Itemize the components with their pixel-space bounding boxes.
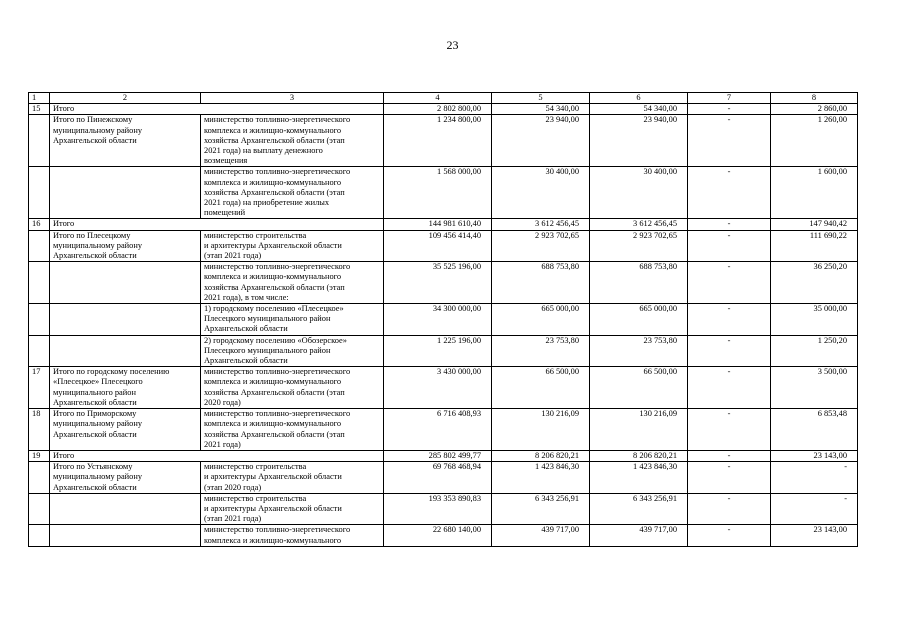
amount-col-6: 130 216,09 (590, 409, 688, 451)
amount-col-4: 1 234 800,00 (384, 115, 492, 167)
header-cell: 7 (688, 93, 771, 104)
row-name (50, 493, 201, 525)
row-number (29, 525, 50, 546)
table-row (29, 335, 858, 367)
table-row (29, 262, 858, 304)
amount-col-5: 23 753,80 (492, 335, 590, 367)
amount-col-5: 2 923 702,65 (492, 230, 590, 262)
row-ministry: министерство топливно-энергетического комплекса и жилищно-коммунального (201, 525, 384, 546)
header-cell: 4 (384, 93, 492, 104)
row-ministry: министерство топливно-энергетического комплекса и жилищно-коммунального хозяйства Архангельской области (этап 2020 года) (201, 367, 384, 409)
header-row (29, 93, 858, 104)
table-row (29, 230, 858, 262)
table-row (29, 115, 858, 167)
amount-col-6: 688 753,80 (590, 262, 688, 304)
amount-col-7: - (688, 525, 771, 546)
amount-col-5: 665 000,00 (492, 304, 590, 336)
amount-col-6: 6 343 256,91 (590, 493, 688, 525)
amount-col-7: - (688, 262, 771, 304)
amount-col-8: 23 143,00 (771, 525, 858, 546)
amount-col-5: 6 343 256,91 (492, 493, 590, 525)
header-cell: 1 (29, 93, 50, 104)
row-name: Итого по Приморскому муниципальному району Архангельской области (50, 409, 201, 451)
row-name: Итого по Плесецкому муниципальному району Архангельской области (50, 230, 201, 262)
amount-col-4: 69 768 468,94 (384, 462, 492, 494)
amount-col-6: 66 500,00 (590, 367, 688, 409)
amount-col-7: - (688, 367, 771, 409)
amount-col-8: 1 260,00 (771, 115, 858, 167)
header-cell: 8 (771, 93, 858, 104)
row-number: 18 (29, 409, 50, 451)
amount-col-7: - (688, 335, 771, 367)
amount-col-4: 285 802 499,77 (384, 450, 492, 461)
row-name (50, 335, 201, 367)
row-name: Итого по городскому поселению «Плесецкое» Плесецкого муниципального район Архангельской области (50, 367, 201, 409)
row-number (29, 262, 50, 304)
row-number (29, 335, 50, 367)
amount-col-6: 439 717,00 (590, 525, 688, 546)
amount-col-6: 23 940,00 (590, 115, 688, 167)
amount-col-8: 23 143,00 (771, 450, 858, 461)
amount-col-8: - (771, 493, 858, 525)
amount-col-5: 30 400,00 (492, 167, 590, 219)
row-ministry: 2) городскому поселению «Обозерское» Плесецкого муниципального район Архангельской области (201, 335, 384, 367)
amount-col-6: 30 400,00 (590, 167, 688, 219)
amount-col-8: - (771, 462, 858, 494)
table-row (29, 409, 858, 451)
row-ministry: министерство топливно-энергетического комплекса и жилищно-коммунального хозяйства Архангельской области (этап 2021 года) на выплату денежного возмещения (201, 115, 384, 167)
table-row (29, 104, 858, 115)
amount-col-7: - (688, 167, 771, 219)
amount-col-5: 439 717,00 (492, 525, 590, 546)
amount-col-6: 23 753,80 (590, 335, 688, 367)
row-ministry: министерство строительства и архитектуры Архангельской области (этап 2021 года) (201, 493, 384, 525)
amount-col-8: 111 690,22 (771, 230, 858, 262)
row-ministry: 1) городскому поселению «Плесецкое» Плесецкого муниципального район Архангельской области (201, 304, 384, 336)
amount-col-8: 1 250,20 (771, 335, 858, 367)
amount-col-4: 144 981 610,40 (384, 219, 492, 230)
row-name: Итого по Устьянскому муниципальному району Архангельской области (50, 462, 201, 494)
row-name (50, 262, 201, 304)
amount-col-4: 2 802 800,00 (384, 104, 492, 115)
amount-col-5: 66 500,00 (492, 367, 590, 409)
budget-table (28, 92, 858, 547)
row-name: Итого (50, 104, 384, 115)
amount-col-4: 109 456 414,40 (384, 230, 492, 262)
amount-col-4: 3 430 000,00 (384, 367, 492, 409)
amount-col-4: 193 353 890,83 (384, 493, 492, 525)
amount-col-4: 1 225 196,00 (384, 335, 492, 367)
header-cell: 3 (201, 93, 384, 104)
amount-col-8: 1 600,00 (771, 167, 858, 219)
row-name: Итого (50, 450, 384, 461)
amount-col-4: 35 525 196,00 (384, 262, 492, 304)
row-name (50, 525, 201, 546)
row-number: 17 (29, 367, 50, 409)
amount-col-7: - (688, 409, 771, 451)
row-number (29, 115, 50, 167)
table-row (29, 462, 858, 494)
row-number (29, 304, 50, 336)
table-row (29, 219, 858, 230)
table-row (29, 450, 858, 461)
amount-col-5: 8 206 820,21 (492, 450, 590, 461)
page-number: 23 (446, 38, 459, 52)
row-name (50, 167, 201, 219)
amount-col-7: - (688, 304, 771, 336)
row-number: 15 (29, 104, 50, 115)
amount-col-4: 1 568 000,00 (384, 167, 492, 219)
amount-col-7: - (688, 219, 771, 230)
row-ministry: министерство топливно-энергетического комплекса и жилищно-коммунального хозяйства Архангельской области (этап 2021 года) на приобретение жилых помещений (201, 167, 384, 219)
amount-col-7: - (688, 450, 771, 461)
row-number (29, 493, 50, 525)
row-ministry: министерство топливно-энергетического комплекса и жилищно-коммунального хозяйства Архангельской области (этап 2021 года) (201, 409, 384, 451)
row-ministry: министерство строительства и архитектуры Архангельской области (этап 2021 года) (201, 230, 384, 262)
amount-col-8: 36 250,20 (771, 262, 858, 304)
amount-col-7: - (688, 493, 771, 525)
row-number (29, 167, 50, 219)
amount-col-4: 34 300 000,00 (384, 304, 492, 336)
table-row (29, 304, 858, 336)
amount-col-7: - (688, 104, 771, 115)
row-name: Итого (50, 219, 384, 230)
row-number: 16 (29, 219, 50, 230)
row-name: Итого по Пинежскому муниципальному району Архангельской области (50, 115, 201, 167)
header-cell: 5 (492, 93, 590, 104)
amount-col-5: 54 340,00 (492, 104, 590, 115)
amount-col-5: 688 753,80 (492, 262, 590, 304)
header-cell: 6 (590, 93, 688, 104)
row-ministry: министерство строительства и архитектуры Архангельской области (этап 2020 года) (201, 462, 384, 494)
table-row (29, 493, 858, 525)
row-number: 19 (29, 450, 50, 461)
amount-col-5: 3 612 456,45 (492, 219, 590, 230)
table-row (29, 525, 858, 546)
amount-col-6: 665 000,00 (590, 304, 688, 336)
row-ministry: министерство топливно-энергетического комплекса и жилищно-коммунального хозяйства Архангельской области (этап 2021 года), в том числе: (201, 262, 384, 304)
table-row (29, 367, 858, 409)
amount-col-4: 6 716 408,93 (384, 409, 492, 451)
amount-col-8: 147 940,42 (771, 219, 858, 230)
amount-col-6: 8 206 820,21 (590, 450, 688, 461)
amount-col-6: 1 423 846,30 (590, 462, 688, 494)
header-cell: 2 (50, 93, 201, 104)
amount-col-6: 54 340,00 (590, 104, 688, 115)
amount-col-5: 23 940,00 (492, 115, 590, 167)
amount-col-8: 3 500,00 (771, 367, 858, 409)
row-number (29, 230, 50, 262)
amount-col-6: 3 612 456,45 (590, 219, 688, 230)
amount-col-6: 2 923 702,65 (590, 230, 688, 262)
row-number (29, 462, 50, 494)
amount-col-4: 22 680 140,00 (384, 525, 492, 546)
amount-col-8: 35 000,00 (771, 304, 858, 336)
table-row (29, 167, 858, 219)
amount-col-5: 130 216,09 (492, 409, 590, 451)
amount-col-8: 2 860,00 (771, 104, 858, 115)
amount-col-7: - (688, 462, 771, 494)
amount-col-7: - (688, 230, 771, 262)
row-name (50, 304, 201, 336)
amount-col-7: - (688, 115, 771, 167)
amount-col-5: 1 423 846,30 (492, 462, 590, 494)
amount-col-8: 6 853,48 (771, 409, 858, 451)
